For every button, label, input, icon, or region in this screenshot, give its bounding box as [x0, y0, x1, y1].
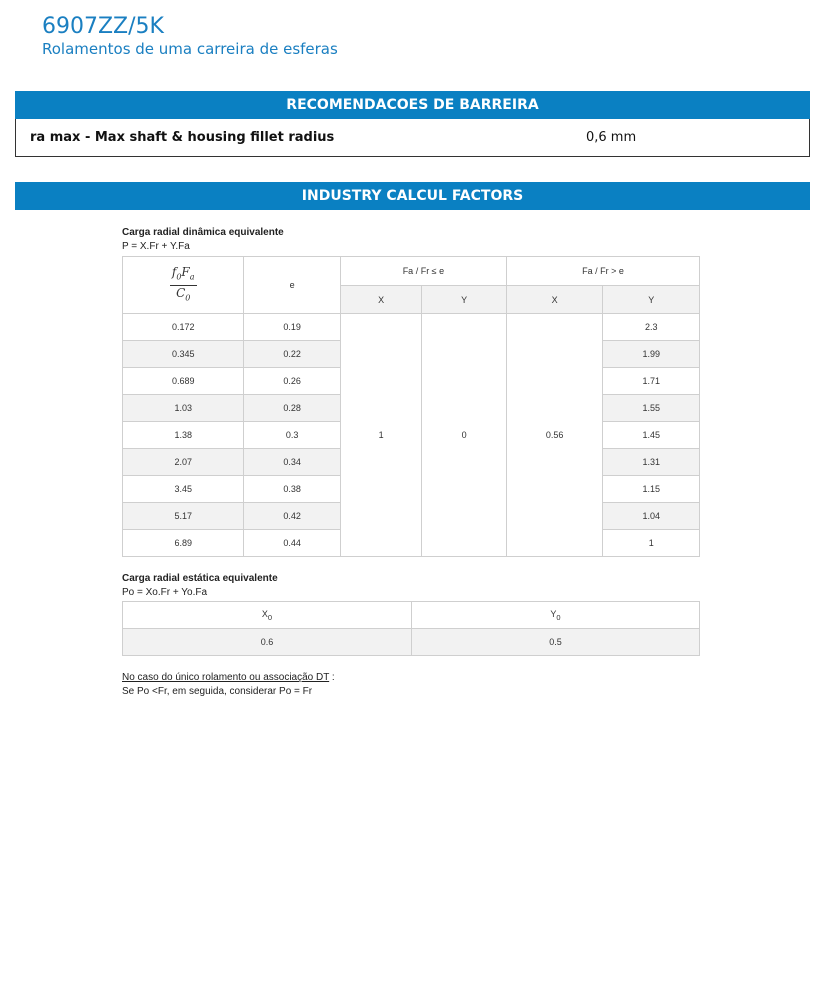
product-header: [42, 14, 338, 58]
y-gt-cell: 1.31: [603, 449, 700, 476]
y-gt-cell: 1.99: [603, 341, 700, 368]
x-gt-header: X: [506, 286, 603, 314]
product-title: 6907ZZ/5K: [42, 14, 164, 39]
ratio-cell: 0.172: [123, 314, 244, 341]
y-gt-cell: 2.3: [603, 314, 700, 341]
y-le-cell: 0: [422, 314, 507, 557]
y-gt-cell: 1: [603, 530, 700, 557]
e-cell: 0.28: [244, 395, 341, 422]
product-subtitle: Rolamentos de uma carreira de esferas: [42, 40, 338, 58]
calc-factors-figure: [122, 226, 700, 699]
dynamic-factors-table: [122, 256, 700, 557]
recommendations-heading: RECOMENDACOES DE BARREIRA: [15, 91, 810, 119]
note-line-2: Se Po <Fr, em seguida, considerar Po = Fr: [122, 686, 313, 697]
e-header: e: [244, 257, 341, 314]
x-le-header: X: [340, 286, 422, 314]
spec-label: ra max - Max shaft & housing fillet radius: [30, 130, 335, 145]
y0-header: $Y_0$: [412, 602, 700, 629]
static-factors-table: [122, 601, 700, 656]
ratio-cell: 5.17: [123, 503, 244, 530]
spec-row: [15, 119, 810, 157]
dynamic-formula: P = X.Fr + Y.Fa: [122, 241, 190, 252]
ratio-cell: 0.345: [123, 341, 244, 368]
ratio-cell: 0.689: [123, 368, 244, 395]
e-cell: 0.19: [244, 314, 341, 341]
y-gt-cell: 1.45: [603, 422, 700, 449]
y0-cell: 0.5: [412, 629, 700, 656]
group-gt-header: Fa / Fr > e: [506, 257, 699, 286]
e-cell: 0.42: [244, 503, 341, 530]
x-le-cell: 1: [340, 314, 422, 557]
y-le-header: Y: [422, 286, 507, 314]
x-gt-cell: 0.56: [506, 314, 603, 557]
spec-value: 0,6 mm: [586, 130, 637, 145]
e-cell: 0.34: [244, 449, 341, 476]
y-gt-cell: 1.55: [603, 395, 700, 422]
e-cell: 0.38: [244, 476, 341, 503]
notes: [122, 671, 700, 699]
group-le-header: Fa / Fr ≤ e: [340, 257, 506, 286]
ratio-cell: 2.07: [123, 449, 244, 476]
y-gt-cell: 1.15: [603, 476, 700, 503]
e-cell: 0.26: [244, 368, 341, 395]
x0-header: $X_0$: [123, 602, 412, 629]
y-gt-cell: 1.71: [603, 368, 700, 395]
ratio-cell: 6.89: [123, 530, 244, 557]
dynamic-caption: Carga radial dinâmica equivalente: [122, 227, 284, 238]
note-line-1: [122, 671, 700, 685]
industry-heading: INDUSTRY CALCUL FACTORS: [15, 182, 810, 210]
ratio-cell: 1.03: [123, 395, 244, 422]
note-colon: :: [329, 672, 335, 683]
e-cell: 0.3: [244, 422, 341, 449]
static-formula: Po = Xo.Fr + Yo.Fa: [122, 587, 208, 598]
y0-subscript: 0: [556, 612, 561, 622]
x0-subscript: 0: [267, 612, 273, 622]
y-gt-cell: 1.04: [603, 503, 700, 530]
ratio-header: [123, 257, 244, 314]
ratio-cell: 3.45: [123, 476, 244, 503]
ratio-cell: 1.38: [123, 422, 244, 449]
y-gt-header: Y: [603, 286, 700, 314]
ratio-fraction: $\frac{f_0F_a}{C_0}$: [171, 265, 195, 302]
e-cell: 0.22: [244, 341, 341, 368]
x0-cell: 0.6: [123, 629, 412, 656]
static-caption: Carga radial estática equivalente: [122, 573, 278, 584]
note-underlined: No caso do único rolamento ou associação DT: [122, 672, 330, 683]
e-cell: 0.44: [244, 530, 341, 557]
